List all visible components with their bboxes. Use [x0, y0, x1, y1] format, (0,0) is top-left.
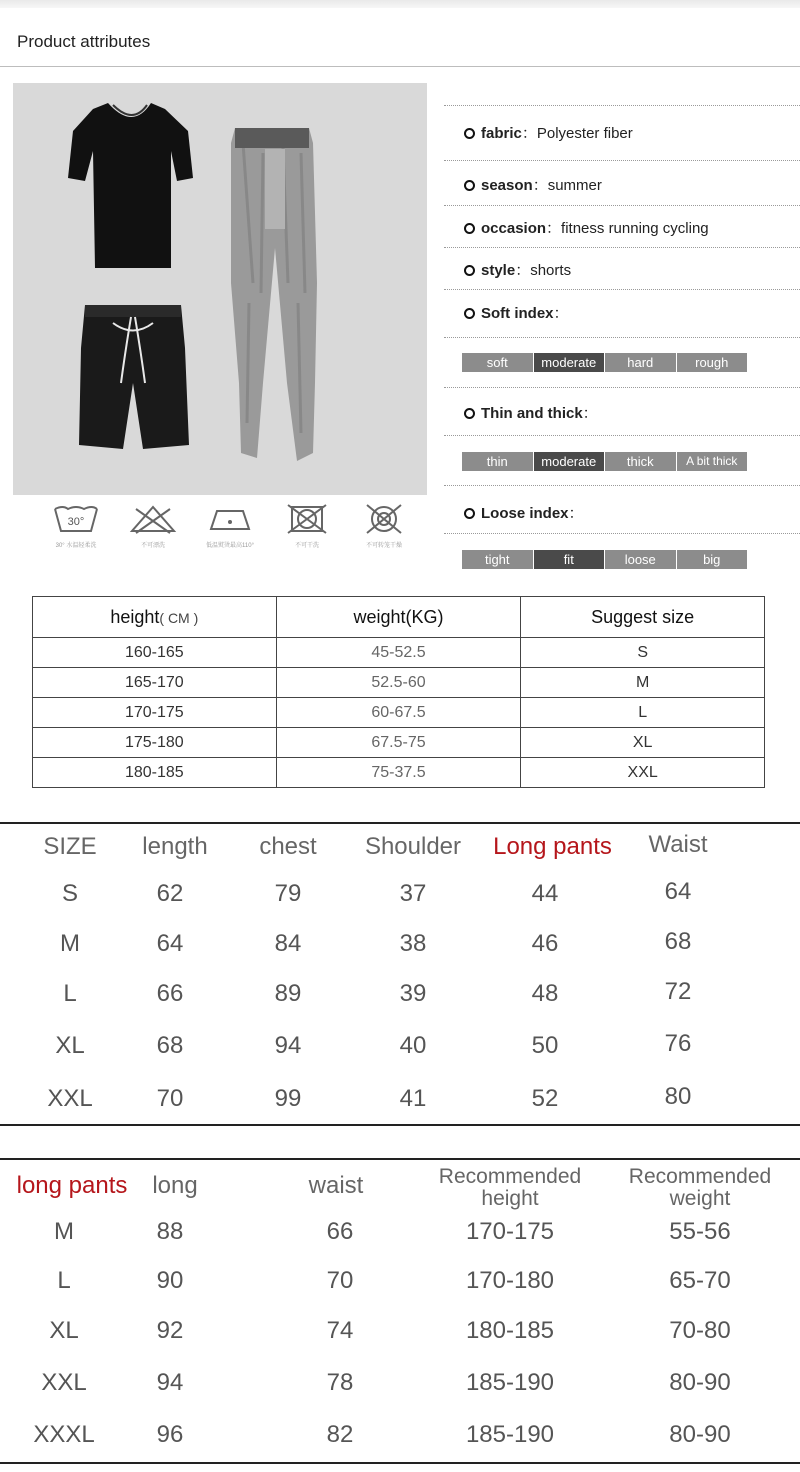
table-cell: 46: [531, 930, 559, 957]
cell-weight: 75-37.5: [276, 758, 521, 788]
table-cell: 70-80: [669, 1317, 731, 1344]
col-size: SIZE: [43, 833, 97, 860]
table-cell: 92: [156, 1317, 184, 1344]
divider: [444, 533, 800, 534]
cell-height: 170-175: [33, 698, 277, 728]
divider: [444, 105, 800, 106]
divider: [444, 160, 800, 161]
table-cell: 78: [326, 1369, 354, 1396]
divider: [444, 485, 800, 486]
cell-weight: 45-52.5: [276, 638, 521, 668]
size-label: M: [60, 930, 80, 957]
size-label: XL: [55, 1032, 85, 1059]
attr-fabric: fabric：Polyester fiber: [464, 122, 633, 143]
care-instructions: [40, 503, 430, 563]
divider: [444, 247, 800, 248]
cell-size: XXL: [521, 758, 765, 788]
table-cell: 80: [664, 1083, 692, 1110]
iron-low-icon: 低温熨烫最高110°: [194, 503, 266, 549]
table-cell: 84: [274, 930, 302, 957]
col-long-pants: long pants: [16, 1172, 128, 1199]
table-row: [33, 758, 765, 788]
pants-chart-top-rule: [0, 1158, 800, 1160]
table-cell: 68: [664, 928, 692, 955]
scale-soft: soft: [462, 353, 534, 372]
col-shoulder: Shoulder: [364, 833, 462, 860]
attr-season: season：summer: [464, 174, 602, 195]
cell-height: 175-180: [33, 728, 277, 758]
table-cell: 70: [156, 1085, 184, 1112]
attribute-list: [444, 105, 800, 575]
suggest-size-table: [32, 596, 765, 788]
table-cell: 55-56: [669, 1218, 731, 1245]
scale-thin: thin: [462, 452, 534, 471]
no-bleach-icon: 不可漂洗: [117, 503, 189, 549]
pants-chart: [0, 1164, 800, 1464]
col-waist: waist: [308, 1172, 364, 1199]
table-cell: 64: [664, 878, 692, 905]
size-label: XXXL: [33, 1421, 95, 1448]
table-row: [33, 728, 765, 758]
attr-thin-thick: Thin and thick：: [464, 402, 598, 423]
table-cell: 50: [531, 1032, 559, 1059]
table-cell: 64: [156, 930, 184, 957]
cell-weight: 52.5-60: [276, 668, 521, 698]
cell-height: 165-170: [33, 668, 277, 698]
bullet-icon: [464, 308, 475, 319]
table-cell: 170-180: [465, 1267, 555, 1294]
no-tumble-dry-icon: 不可转笼干燥: [348, 503, 420, 549]
scale-rough: rough: [677, 353, 748, 372]
product-photo: [13, 83, 427, 495]
table-cell: 89: [274, 980, 302, 1007]
loose-index-scale: [462, 550, 747, 569]
scale-moderate: moderate: [534, 452, 606, 471]
table-cell: 40: [399, 1032, 427, 1059]
cell-size: L: [521, 698, 765, 728]
top-strip: [0, 0, 800, 8]
size-label: XL: [49, 1317, 79, 1344]
divider: [444, 205, 800, 206]
soft-index-scale: [462, 353, 747, 372]
header-divider: [0, 66, 800, 67]
table-cell: 66: [156, 980, 184, 1007]
scale-loose: loose: [605, 550, 677, 569]
table-cell: 38: [399, 930, 427, 957]
col-recommended-height: [420, 1166, 600, 1210]
scale-moderate: moderate: [534, 353, 606, 372]
size-label: L: [63, 980, 77, 1007]
table-cell: 72: [664, 978, 692, 1005]
header-line: weight: [669, 1187, 731, 1210]
bullet-icon: [464, 128, 475, 139]
scale-fit: fit: [534, 550, 606, 569]
header-line: Recommended: [438, 1165, 582, 1188]
table-cell: 48: [531, 980, 559, 1007]
size-chart-top-rule: [0, 822, 800, 824]
bullet-icon: [464, 408, 475, 419]
attr-loose-index: Loose index：: [464, 502, 584, 523]
size-chart: [0, 830, 800, 1120]
cell-size: XL: [521, 728, 765, 758]
cell-size: S: [521, 638, 765, 668]
bullet-icon: [464, 265, 475, 276]
table-cell: 170-175: [465, 1218, 555, 1245]
table-cell: 82: [326, 1421, 354, 1448]
col-chest: chest: [259, 833, 317, 860]
scale-big: big: [677, 550, 748, 569]
table-cell: 70: [326, 1267, 354, 1294]
col-height: height( CM ): [33, 597, 277, 638]
table-cell: 41: [399, 1085, 427, 1112]
table-cell: 37: [399, 880, 427, 907]
table-cell: 99: [274, 1085, 302, 1112]
pants-chart-bottom-rule: [0, 1462, 800, 1464]
size-label: M: [54, 1218, 74, 1245]
divider: [444, 337, 800, 338]
table-row: [33, 638, 765, 668]
no-dry-clean-icon: 不可干洗: [271, 503, 343, 549]
attr-style: style：shorts: [464, 259, 571, 280]
cell-weight: 60-67.5: [276, 698, 521, 728]
size-label: L: [57, 1267, 71, 1294]
table-cell: 44: [531, 880, 559, 907]
col-recommended-weight: [610, 1166, 790, 1210]
cell-height: 180-185: [33, 758, 277, 788]
table-cell: 65-70: [669, 1267, 731, 1294]
divider: [444, 387, 800, 388]
page-title: Product attributes: [17, 32, 151, 51]
leggings-image: [231, 128, 317, 461]
table-row: [33, 668, 765, 698]
table-cell: 80-90: [669, 1369, 731, 1396]
wash-30-icon: 30° 30° 水温轻柔洗: [40, 503, 112, 549]
table-cell: 94: [274, 1032, 302, 1059]
table-cell: 94: [156, 1369, 184, 1396]
cell-weight: 67.5-75: [276, 728, 521, 758]
tshirt-image: [68, 103, 193, 268]
col-waist: Waist: [648, 831, 708, 858]
table-cell: 68: [156, 1032, 184, 1059]
thin-thick-scale: [462, 452, 747, 471]
table-row: [33, 698, 765, 728]
table-cell: 66: [326, 1218, 354, 1245]
col-length: length: [142, 833, 208, 860]
attr-soft-index: Soft index：: [464, 302, 569, 323]
table-cell: 96: [156, 1421, 184, 1448]
header-line: Recommended: [628, 1165, 772, 1188]
size-label: XXL: [47, 1085, 93, 1112]
svg-text:30°: 30°: [67, 516, 85, 528]
shorts-image: [79, 305, 189, 449]
bullet-icon: [464, 180, 475, 191]
cell-height: 160-165: [33, 638, 277, 668]
table-cell: 90: [156, 1267, 184, 1294]
cell-size: M: [521, 668, 765, 698]
scale-thick: thick: [605, 452, 677, 471]
table-cell: 62: [156, 880, 184, 907]
col-weight: weight(KG): [276, 597, 521, 638]
bullet-icon: [464, 508, 475, 519]
table-cell: 88: [156, 1218, 184, 1245]
col-suggest-size: Suggest size: [521, 597, 765, 638]
table-cell: 180-185: [465, 1317, 555, 1344]
size-label: S: [61, 880, 78, 907]
header-line: height: [481, 1187, 539, 1210]
bullet-icon: [464, 223, 475, 234]
size-chart-bottom-rule: [0, 1124, 800, 1126]
scale-a-bit-thick: A bit thick: [677, 452, 748, 471]
divider: [444, 289, 800, 290]
scale-hard: hard: [605, 353, 677, 372]
col-long: long: [152, 1172, 198, 1199]
table-cell: 39: [399, 980, 427, 1007]
table-cell: 52: [531, 1085, 559, 1112]
table-cell: 185-190: [465, 1369, 555, 1396]
table-cell: 74: [326, 1317, 354, 1344]
size-label: XXL: [41, 1369, 87, 1396]
col-long-pants: Long pants: [493, 833, 612, 860]
table-cell: 79: [274, 880, 302, 907]
table-cell: 80-90: [669, 1421, 731, 1448]
table-cell: 76: [664, 1030, 692, 1057]
scale-tight: tight: [462, 550, 534, 569]
table-cell: 185-190: [465, 1421, 555, 1448]
attr-occasion: occasion：fitness running cycling: [464, 217, 709, 238]
divider: [444, 435, 800, 436]
